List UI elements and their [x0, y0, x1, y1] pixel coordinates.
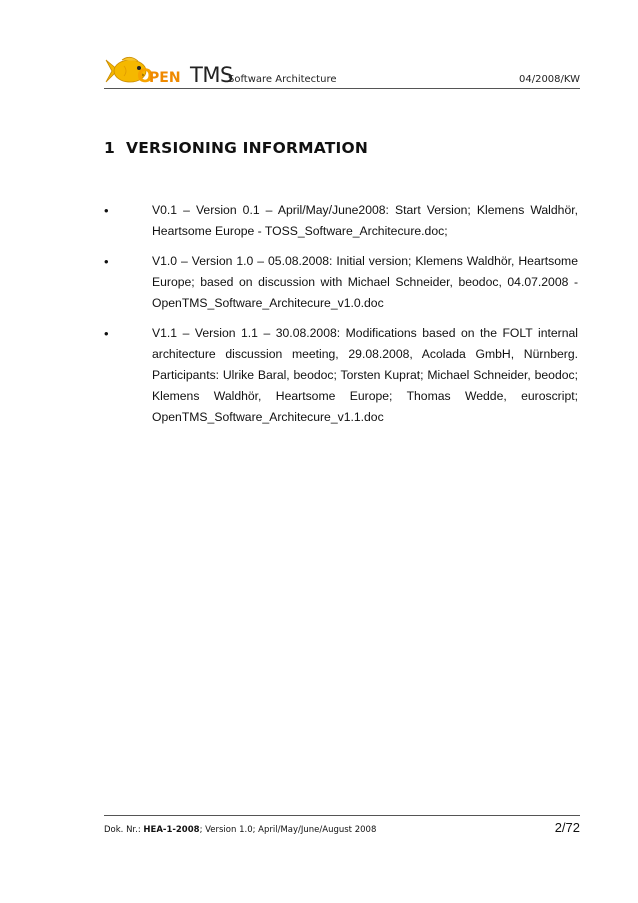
- bullet: •: [104, 326, 109, 341]
- section-number: 1: [104, 139, 115, 157]
- page-header: [104, 54, 580, 89]
- document-reference: [104, 825, 376, 835]
- header-date: 04/2008/KW: [518, 74, 580, 85]
- doc-label: Dok. Nr.:: [104, 825, 144, 835]
- list-item: [104, 323, 578, 428]
- section-title-text: VERSIONING INFORMATION: [126, 139, 369, 157]
- version-entry-text: V1.0 – Version 1.0 – 05.08.2008: Initial version; Klemens Waldhör, Heartsome Europe; based on discussion with Michael Schneider, beodoc, 04.07.2008 - OpenTMS_Software_Architecure_v1.0.doc: [152, 254, 578, 310]
- doc-version-info: ; Version 1.0; April/May/June/August 2008: [199, 825, 377, 835]
- header-subtitle: Software Architecture: [228, 74, 337, 85]
- logo-text-tms: TMS: [190, 63, 233, 87]
- bullet: •: [104, 203, 109, 218]
- doc-number: HEA-1-2008: [143, 825, 200, 835]
- logo-text-pen: PEN: [149, 70, 181, 86]
- list-item: [104, 251, 578, 314]
- bullet: •: [104, 254, 109, 269]
- page-footer: [104, 815, 580, 844]
- version-entry-text: V1.1 – Version 1.1 – 30.08.2008: Modifications based on the FOLT internal architecture discussion meeting, 29.08.2008, Acolada GmbH, Nürnberg. Participants: Ulrike Baral, beodoc; Torsten Kuprat; Michael Schneider, beodoc; Klemens Waldhör, Heartsome Europe; Thomas Wedde, euroscript; OpenTMS_Software_Architecure_v1.1.doc: [152, 326, 578, 424]
- version-list: [104, 200, 578, 437]
- page-number: 2/72: [554, 820, 580, 835]
- logo-letter-o: O: [137, 65, 154, 87]
- section-heading: [104, 139, 368, 157]
- list-item: [104, 200, 578, 242]
- version-entry-text: V0.1 – Version 0.1 – April/May/June2008: Start Version; Klemens Waldhör, Heartsome Europe - TOSS_Software_Architecure.doc;: [152, 203, 578, 238]
